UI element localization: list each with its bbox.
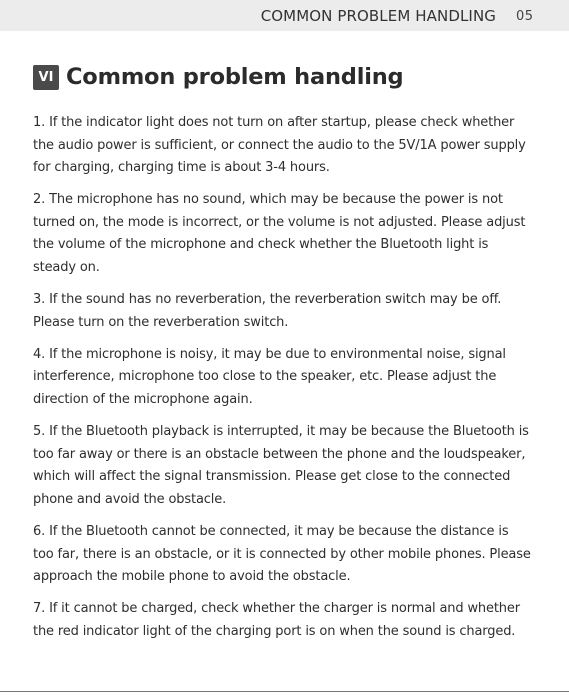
problem-item-3: 3. If the sound has no reverberation, the reverberation switch may be off. Please turn on the reverberation switch. [33,292,502,330]
section-heading [33,61,403,93]
problem-list [33,112,531,643]
problem-item-7: 7. If it cannot be charged, check whether the charger is normal and whether the red indicator light of the charging port is on when the sound is charged. [33,601,520,639]
problem-item-4: 4. If the microphone is noisy, it may be due to environmental noise, signal interference, microphone too close to the speaker, etc. Please adjust the direction of the microphone again. [33,346,506,408]
problem-item-6: 6. If the Bluetooth cannot be connected, it may be because the distance is too far, there is an obstacle, or it is connected by other mobile phones. Please approach the mobile phone to avoid the obstacle. [33,524,531,585]
section-title: Common problem handling [66,64,404,90]
problem-item-2: 2. The microphone has no sound, which may be because the power is not turned on, the mode is incorrect, or the volume is not adjusted. Please adjust the volume of the microphone and check whether the Bluetooth light is steady on. [33,192,526,276]
problem-item-5: 5. If the Bluetooth playback is interrupted, it may be because the Bluetooth is too far away or there is an obstacle between the phone and the loudspeaker, which will affect the signal transmission. Please get close to the connected phone and avoid the obstacle. [33,424,529,507]
page-number: 05 [516,9,534,24]
page-header [0,0,569,31]
problem-item-1: 1. If the indicator light does not turn on after startup, please check whether the audio power is sufficient, or connect the audio to the 5V/1A power supply for charging, charging time is about 3-4 hours. [33,115,526,176]
footer-divider [0,691,569,692]
header-title: COMMON PROBLEM HANDLING [260,7,496,25]
section-number-badge: VI [33,65,59,90]
